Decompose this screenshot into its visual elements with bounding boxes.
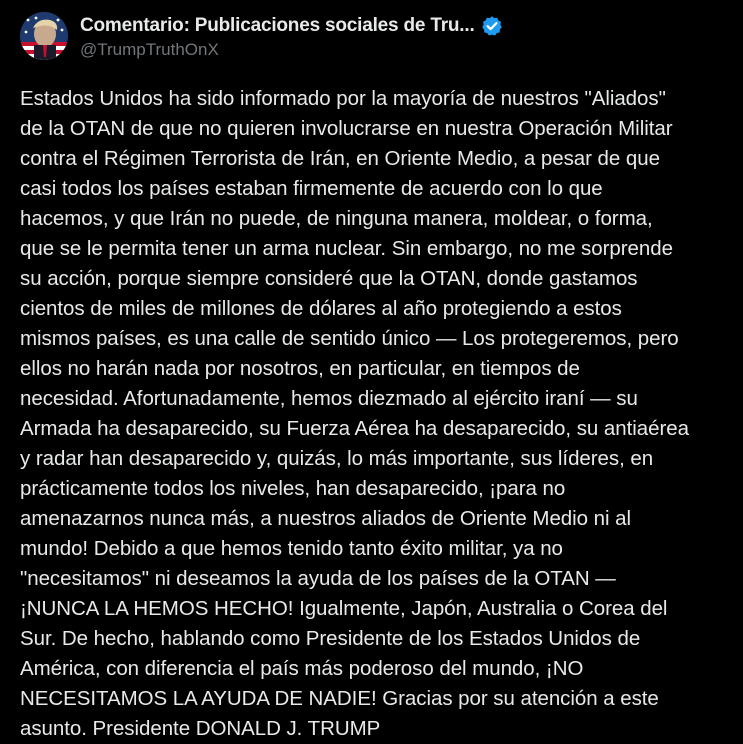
avatar[interactable] [20, 12, 68, 60]
display-name-row [80, 13, 503, 39]
verified-badge-icon[interactable] [481, 15, 503, 37]
author-names [80, 13, 503, 60]
display-name[interactable]: Comentario: Publicaciones sociales de Tru... [80, 14, 475, 36]
avatar-portrait-flag-icon [20, 12, 68, 60]
author-handle[interactable]: @TrumpTruthOnX [80, 39, 219, 59]
post-text: Estados Unidos ha sido informado por la mayoría de nuestros "Aliados" de la OTAN de que no quieren involucrarse en nuestra Operación Militar contra el Régimen Terrorista de Irán, en Oriente Medio, a pesar de que casi todos los países estaban firmemente de acuerdo con lo que hacemos, y que Irán no puede, de ninguna manera, moldear, o forma, que se le permita tener un arma nuclear. Sin embargo, no me sorprende su acción, porque siempre consideré que la OTAN, donde gastamos cientos de miles de millones de dólares al año protegiendo a estos mismos países, es una calle de sentido único — Los protegeremos, pero ellos no harán nada por nosotros, en particular, en tiempos de necesidad. Afortunadamente, hemos diezmado al ejército iraní — su Armada ha desaparecido, su Fuerza Aérea ha desaparecido, su antiaérea y radar han desaparecido y, quizás, lo más importante, sus líderes, en prácticamente todos los niveles, han desaparecido, ¡para no amenazarnos nunca más, a nuestros aliados de Oriente Medio ni al mundo! Debido a que hemos tenido tanto éxito militar, ya no "necesitamos" ni deseamos la ayuda de los países de la OTAN — ¡NUNCA LA HEMOS HECHO! Igualmente, Japón, Australia o Corea del Sur. De hecho, hablando como Presidente de los Estados Unidos de América, con diferencia el país más poderoso del mundo, ¡NO NECESITAMOS LA AYUDA DE NADIE! Gracias por su atención a este asunto. Presidente DONALD J. TRUMP [20, 87, 689, 740]
post-header [20, 8, 503, 64]
